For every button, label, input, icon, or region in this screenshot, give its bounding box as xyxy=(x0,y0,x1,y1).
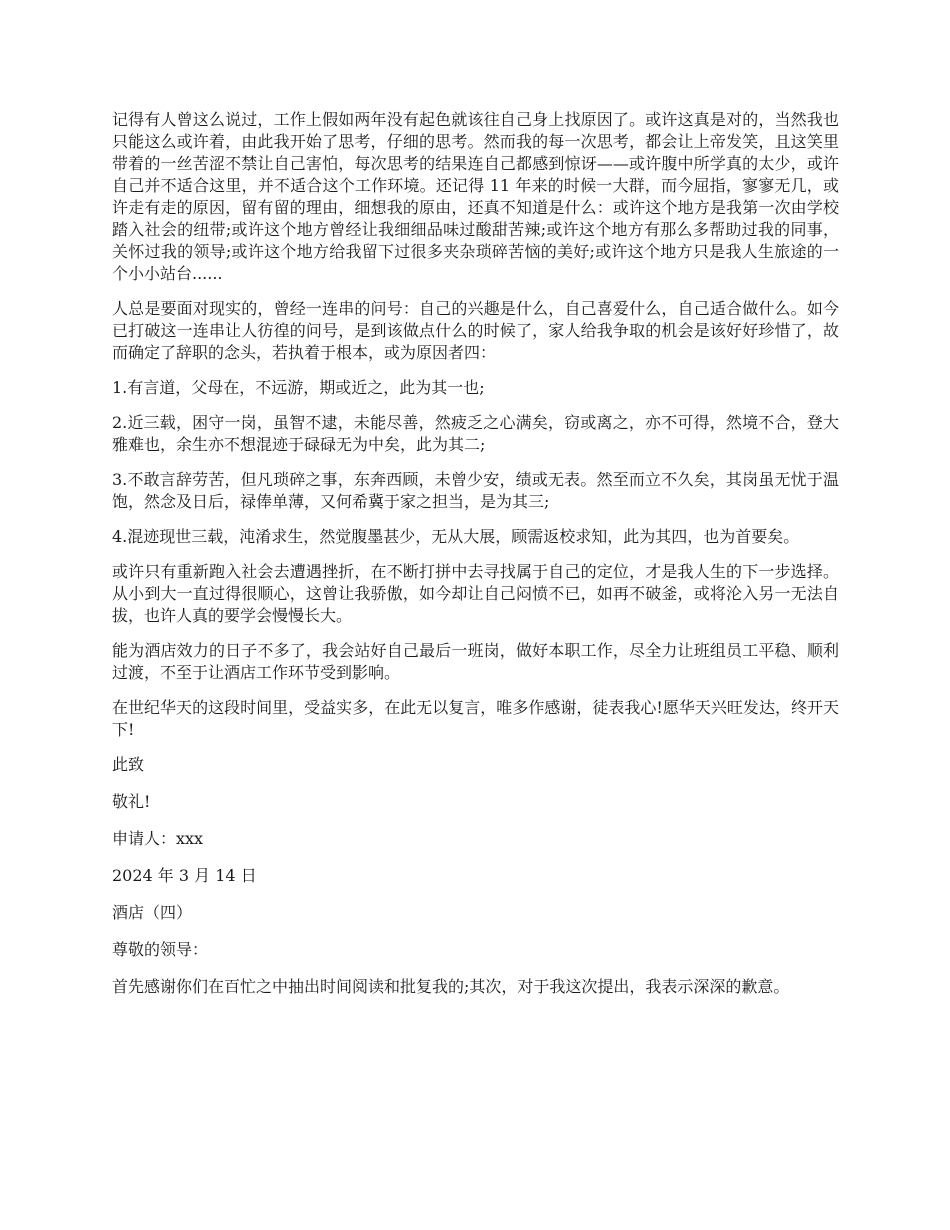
paragraph-reason-1: 1.有言道，父母在，不远游，期或近之，此为其一也; xyxy=(112,378,485,397)
section-heading: 酒店（四） xyxy=(112,903,193,922)
paragraph-opening: 首先感谢你们在百忙之中抽出时间阅读和批复我的;其次，对于我这次提出，我表示深深的歉意。 xyxy=(112,977,790,996)
paragraph-reason-2: 2.近三载，困守一岗，虽智不逮，未能尽善，然疲乏之心满矣，窃或离之，亦不可得，然境不合，登大雅难也，余生亦不想混迹于碌碌无为中矣，此为其二; xyxy=(112,413,839,454)
paragraph-reflection: 记得有人曾这么说过，工作上假如两年没有起色就该往自己身上找原因了。或许这真是对的，当然我也只能这么或许着，由此我开始了思考，仔细的思考。然而我的每一次思考，都会让上帝发笑，且这笑里带着的一丝苦涩不禁让自己害怕，每次思考的结果连自己都感到惊讶——或许腹中所学真的太少，或许自己并不适合这里，并不适合这个工作环境。还记得 11 年来的时候一大群，而今屈指，寥寥无几，或许走有走的原因，留有留的理由，细想我的原由，还真不知道是什么：或许这个地方是我第一次由学校踏入社会的纽带;或许这个地方曾经让我细细品味过酸甜苦辣;或许这个地方有那么多帮助过我的同事，关怀过我的领导;或许这个地方给我留下过很多夹杂琐碎苦恼的美好;或许这个地方只是我人生旅途的一个小小站台...... xyxy=(112,110,839,283)
paragraph-reason-3: 3.不敢言辞劳苦，但凡琐碎之事，东奔西顾，未曾少安，绩或无表。然至而立不久矣，其岗虽无忧于温饱，然念及日后，禄俸单薄，又何希冀于家之担当，是为其三; xyxy=(112,470,839,511)
closing-cizhi: 此致 xyxy=(112,755,145,774)
closing-jingli: 敬礼! xyxy=(112,792,151,811)
paragraph-handover: 能为酒店效力的日子不多了，我会站好自己最后一班岗，做好本职工作，尽全力让班组员工平稳、顺利过渡，不至于让酒店工作环节受到影响。 xyxy=(112,641,839,682)
paragraph-reason-4: 4.混迹现世三载，沌淆求生，然觉腹墨甚少，无从大展，顾需返校求知，此为其四，也为首要矣。 xyxy=(112,527,800,546)
applicant-line: 申请人：xxx xyxy=(112,829,204,848)
document-body xyxy=(112,109,839,1011)
paragraph-reality: 人总是要面对现实的，曾经一连串的问号：自己的兴趣是什么，自己喜爱什么，自己适合做什么。如今已打破这一连串让人彷徨的问号，是到该做点什么的时候了，家人给我争取的机会是该好好珍惜了，故而确定了辞职的念头，若执着于根本，或为原因者四： xyxy=(112,299,839,362)
salutation: 尊敬的领导： xyxy=(112,940,209,959)
date-line: 2024 年 3 月 14 日 xyxy=(112,866,257,885)
paragraph-thanks: 在世纪华天的这段时间里，受益实多，在此无以复言，唯多作感谢，徒表我心!愿华天兴旺发达，终开天下! xyxy=(112,698,839,739)
paragraph-next-step: 或许只有重新跑入社会去遭遇挫折，在不断打拼中去寻找属于自己的定位，才是我人生的下一步选择。从小到大一直过得很顺心，这曾让我骄傲，如今却让自己闷愤不已，如再不破釜，或将沦入另一无法自拔，也许人真的要学会慢慢长大。 xyxy=(112,562,839,625)
